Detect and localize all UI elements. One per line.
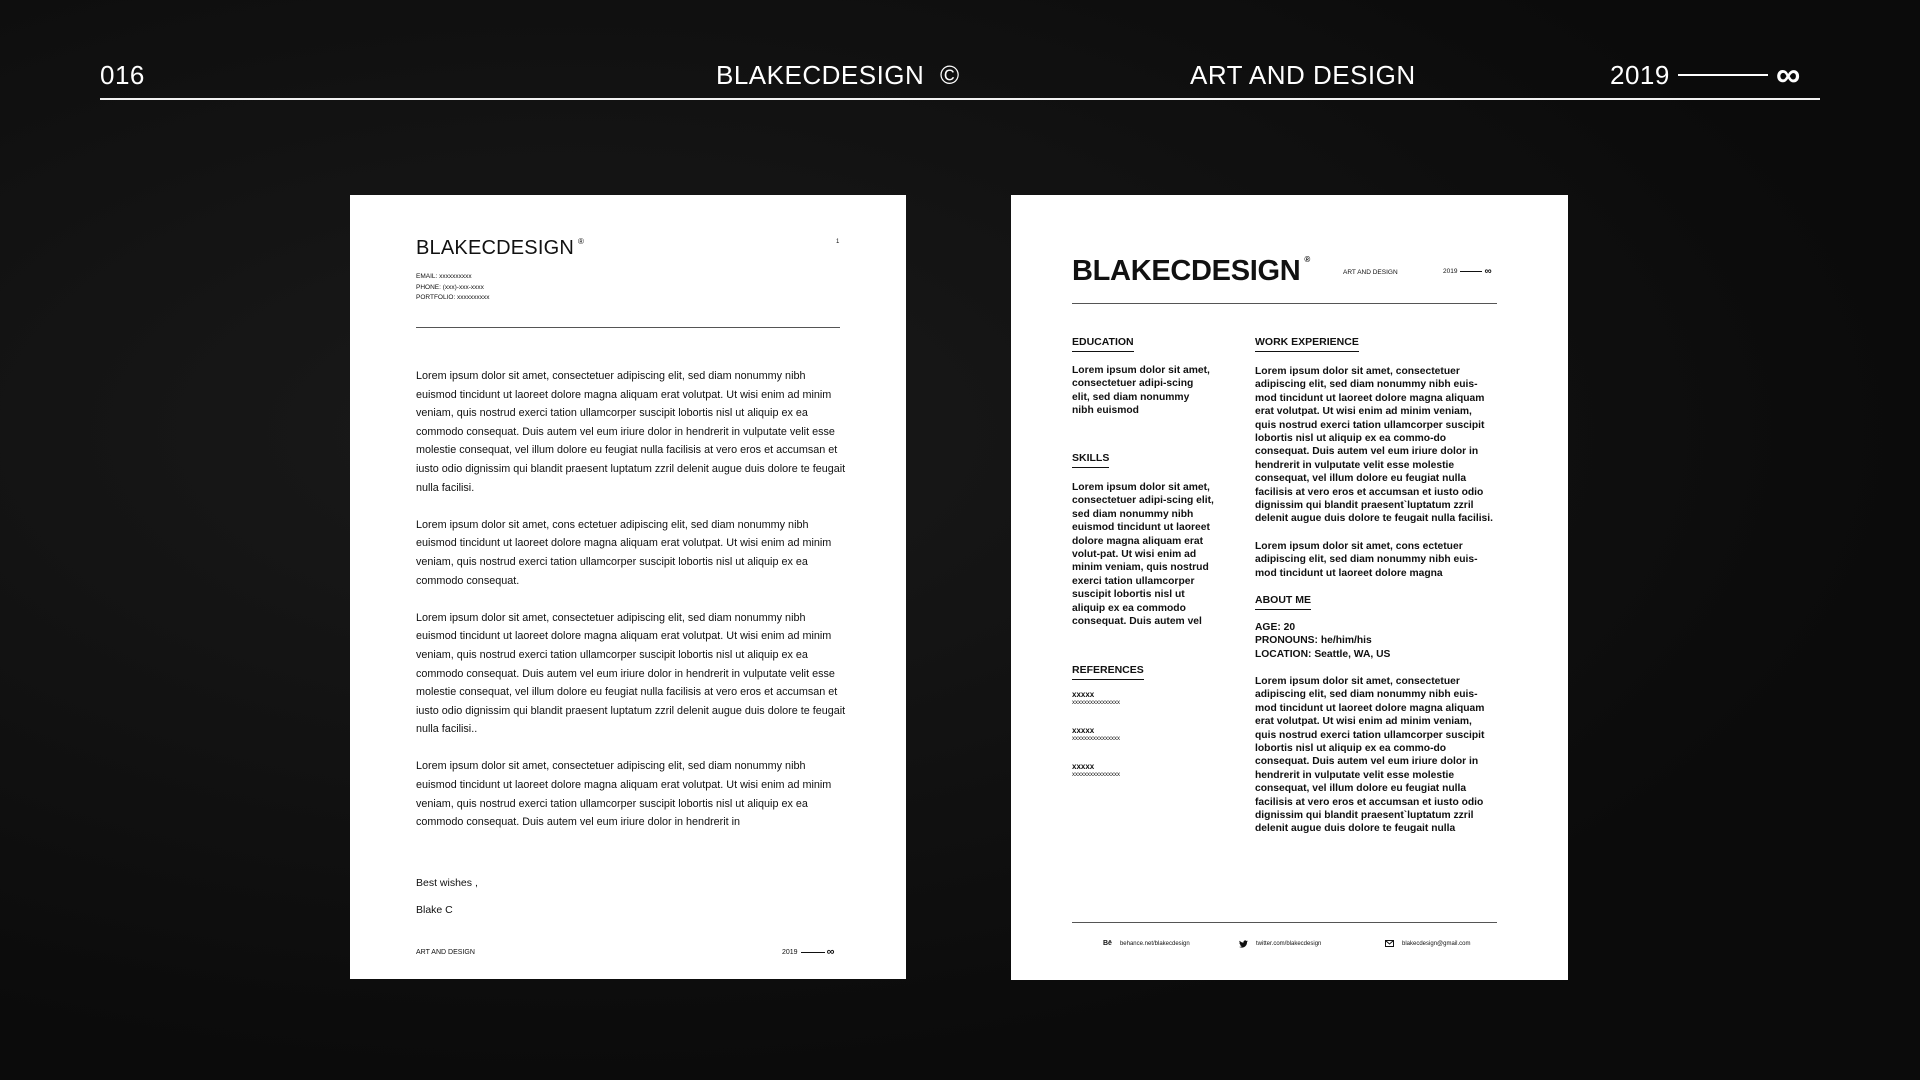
reference-item: xxxxx xxxxxxxxxxxxxxxx [1072,690,1120,706]
work-experience-heading: WORK EXPERIENCE [1255,336,1359,352]
footer-divider [1072,922,1497,923]
reference-item: xxxxx xxxxxxxxxxxxxxxx [1072,726,1120,742]
infinity-icon: ∞ [1776,56,1801,94]
footer-tagline: ART AND DESIGN [416,949,475,956]
letter-paragraph: Lorem ipsum dolor sit amet, consectetuer adipiscing elit, sed diam nonummy nibh euismod tincidunt ut laoreet dolore magna aliquam erat volutpat. Ut wisi enim ad minim veniam, quis nostrud exerci tation ullamcorper suscipit lobortis nisl ut aliquip ex ea commodo consequat. Duis autem vel eum iriure dolor in hendrerit in vulputate velit esse molestie consequat, vel illum dolore eu feugiat nulla facilisis at vero eros et accumsan et iusto odio dignissim qui blandit praesent luptatum zzril delenit augue duis dolore te feugait nulla facilisi.. [416,611,846,736]
references-heading: REFERENCES [1072,664,1144,680]
cover-letter-page [350,195,906,979]
cover-letter-brand: BLAKECDESIGN ® [416,237,585,259]
twitter-link[interactable]: twitter.com/blakecdesign [1239,940,1321,948]
skills-text: Lorem ipsum dolor sit amet, consectetuer adipi-scing elit, sed diam nonummy nibh euismod tincidunt ut laoreet dolore magna aliquam erat volut-pat. Ut wisi enim ad minim veniam, quis nostrud exerci tation ullamcorper suscipit lobortis nisl ut aliquip ex ea commodo consequat. Duis autem vel [1072,482,1214,628]
skills-heading: SKILLS [1072,452,1109,468]
about-me-text: Lorem ipsum dolor sit amet, consectetuer adipiscing elit, sed diam nonummy nibh euis-mod tincidunt ut laoreet dolore magna aliquam erat volutpat. Ut wisi enim ad minim veniam, quis nostrud exerci tation ullamcorper suscipit lobortis nisl ut aliquip ex ea commo-do consequat. Duis autem vel eum iriure dolor in hendrerit in vulputate velit esse molestie consequat, vel illum dolore eu feugiat nulla facilisis at vero eros et accumsan et iusto odio dignissim qui blandit praesent`luptatum zzril delenit augue duis dolore te feugait nulla [1255,676,1485,835]
slide-number: 016 [100,60,145,90]
about-me-details [1255,621,1495,661]
education-text: Lorem ipsum dolor sit amet, consectetuer adipi-scing elit, sed diam nonummy nibh euismod [1072,365,1210,417]
registered-mark: ® [578,237,585,246]
resume-brand: BLAKECDESIGN ® [1072,255,1311,287]
mail-icon [1385,940,1394,947]
education-heading: EDUCATION [1072,336,1134,352]
letter-paragraph: Lorem ipsum dolor sit amet, cons ectetuer adipiscing elit, sed diam nonummy nibh euismod tincidunt ut laoreet dolore magna aliquam erat volutpat. Ut wisi enim ad minim veniam, quis nostrud exerci tation ullamcorper suscipit lobortis nisl ut aliquip ex ea commodo consequat. [416,518,832,587]
registered-mark: ® [1304,255,1311,264]
contact-portfolio: PORTFOLIO: xxxxxxxxxx [416,294,490,301]
footer-year: 2019 ∞ [782,946,835,958]
reference-item: xxxxx xxxxxxxxxxxxxxxx [1072,762,1120,778]
divider [416,327,840,328]
about-age: AGE: 20 [1255,622,1296,633]
header-year: 2019 [1610,60,1670,90]
resume-year: 2019 ∞ [1443,266,1492,277]
copyright-symbol: © [940,60,960,90]
contact-email: EMAIL: xxxxxxxxxx [416,273,472,280]
resume-page [1011,195,1568,980]
letter-closing: Best wishes , [416,877,478,889]
about-location: LOCATION: Seattle, WA, US [1255,648,1391,660]
behance-link[interactable]: Bē behance.net/blakecdesign [1103,940,1190,947]
work-experience-text-2: Lorem ipsum dolor sit amet, cons ectetuer adipiscing elit, sed diam nonummy nibh euis-mod tincidunt ut laoreet dolore magna [1255,541,1478,579]
header-year-line [1678,74,1768,76]
infinity-icon: ∞ [1484,266,1492,277]
letter-body [416,367,846,850]
letter-paragraph: Lorem ipsum dolor sit amet, consectetuer adipiscing elit, sed diam nonummy nibh euismod tincidunt ut laoreet dolore magna aliquam erat volutpat. Ut wisi enim ad minim veniam, quis nostrud exerci tation ullamcorper suscipit lobortis nisl ut aliquip ex ea commodo consequat. Duis autem vel eum iriure dolor in hendrerit in [416,760,832,829]
email-link[interactable]: blakecdesign@gmail.com [1385,940,1470,947]
header-bar [100,56,1820,100]
resume-tagline: ART AND DESIGN [1343,269,1398,276]
contact-block [416,272,490,304]
divider [1072,303,1497,304]
about-me-heading: ABOUT ME [1255,594,1311,610]
infinity-icon: ∞ [826,946,835,958]
page-number: 1 [836,239,840,245]
header-tagline: ART AND DESIGN [1190,60,1416,90]
header-brand: BLAKECDESIGN [716,60,925,90]
letter-paragraph: Lorem ipsum dolor sit amet, consectetuer adipiscing elit, sed diam nonummy nibh euismod tincidunt ut laoreet dolore magna aliquam erat volutpat. Ut wisi enim ad minim veniam, quis nostrud exerci tation ullamcorper suscipit lobortis nisl ut aliquip ex ea commodo consequat. Duis autem vel eum iriure dolor in hendrerit in vulputate velit esse molestie consequat, vel illum dolore eu feugiat nulla facilisis at vero eros et accumsan et iusto odio dignissim qui blandit praesent luptatum zzril delenit augue duis dolore te feugait nulla facilisi. [416,370,846,494]
letter-signature: Blake C [416,904,453,916]
twitter-icon [1239,940,1248,948]
behance-icon: Bē [1103,940,1112,947]
work-experience-text: Lorem ipsum dolor sit amet, consectetuer adipiscing elit, sed diam nonummy nibh euis-mod tincidunt ut laoreet dolore magna aliquam erat volutpat. Ut wisi enim ad minim veniam, quis nostrud exerci tation ullamcorper suscipit lobortis nisl ut aliquip ex ea commo-do consequat. Duis autem vel eum iriure dolor in hendrerit in vulputate velit esse molestie consequat, vel illum dolore eu feugiat nulla facilisis at vero eros et accumsan et iusto odio dignissim qui blandit praesent`luptatum zzril delenit augue duis dolore te feugait nulla facilisi. [1255,366,1494,525]
contact-phone: PHONE: (xxx)-xxx-xxxx [416,283,484,291]
about-pronouns: PRONOUNS: he/him/his [1255,635,1372,647]
